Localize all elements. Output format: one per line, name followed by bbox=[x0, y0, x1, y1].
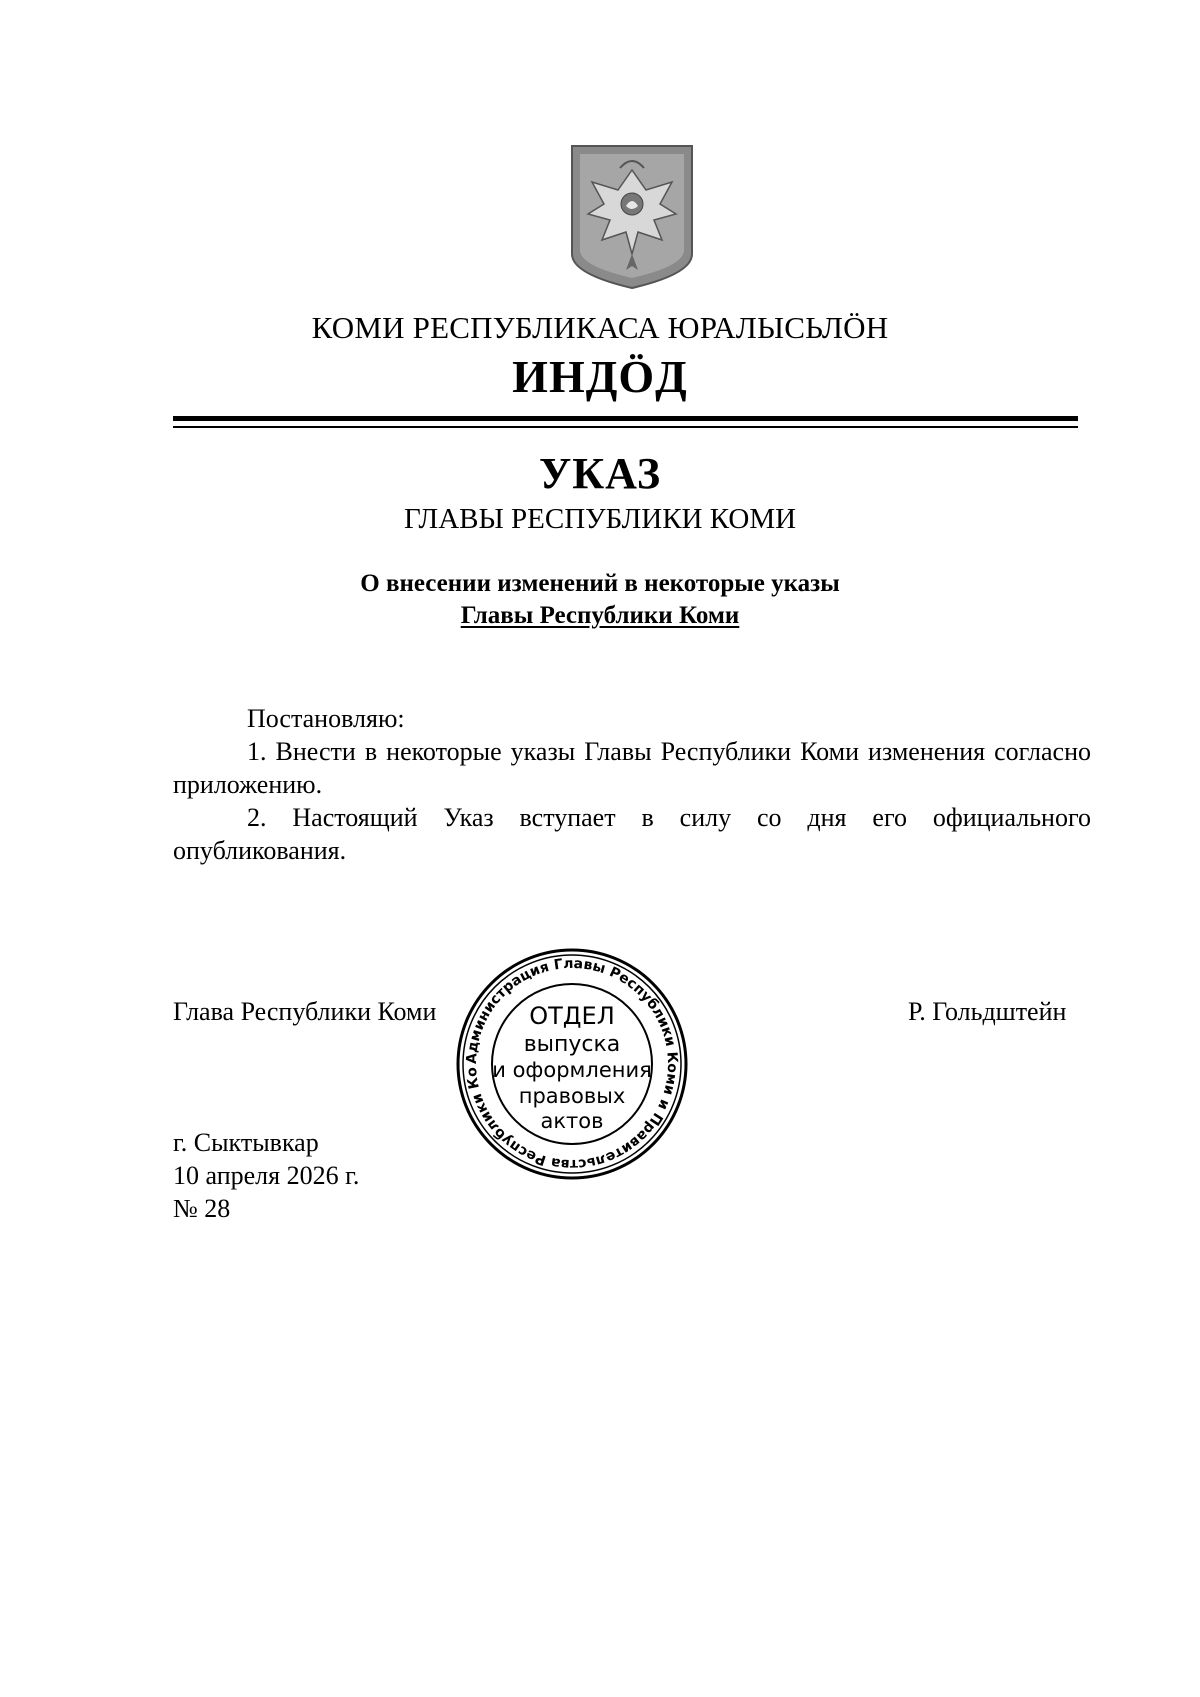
decree-intro: Постановляю: bbox=[247, 704, 405, 733]
header-divider-thin bbox=[173, 426, 1078, 428]
decree-number: № 28 bbox=[173, 1194, 231, 1223]
stamp-line-4: правовых bbox=[518, 1084, 626, 1108]
issue-place: г. Сыктывкар bbox=[173, 1128, 319, 1157]
stamp-line-3: и оформления bbox=[492, 1058, 652, 1082]
komi-language-title: КОМИ РЕСПУБЛИКАСА ЮРАЛЫСЬЛÖН bbox=[311, 310, 889, 345]
decree-subject-line1: О внесении изменений в некоторые указы bbox=[360, 570, 840, 597]
stamp-line-1: ОТДЕЛ bbox=[529, 1002, 615, 1030]
decree-paragraph-1: 1. Внести в некоторые указы Главы Республики Коми изменения согласно приложению. bbox=[173, 737, 1091, 799]
stamp-line-2: выпуска bbox=[523, 1032, 621, 1057]
official-stamp bbox=[454, 946, 690, 1182]
header-divider-thick bbox=[173, 416, 1078, 421]
coat-of-arms-emblem bbox=[568, 142, 696, 292]
decree-subject-line2-text: Главы Республики Коми bbox=[460, 602, 740, 629]
decree-subject-line2 bbox=[0, 602, 1200, 630]
decree-paragraph-2: 2. Настоящий Указ вступает в силу со дня его официального опубликования. bbox=[173, 803, 1091, 865]
decree-subtitle: ГЛАВЫ РЕСПУБЛИКИ КОМИ bbox=[403, 503, 797, 535]
signatory-position: Глава Республики Коми bbox=[173, 997, 437, 1026]
stamp-outer-text: Администрация Главы Республики Коми и Правительства Республики Ко bbox=[463, 955, 681, 1173]
stamp-line-5: актов bbox=[540, 1109, 604, 1133]
komi-document-type: ИНДÖД bbox=[512, 351, 688, 402]
issue-date: 10 апреля 2026 г. bbox=[173, 1161, 360, 1190]
signatory-name: Р. Гольдштейн bbox=[908, 997, 1067, 1026]
decree-title: УКАЗ bbox=[538, 449, 662, 498]
